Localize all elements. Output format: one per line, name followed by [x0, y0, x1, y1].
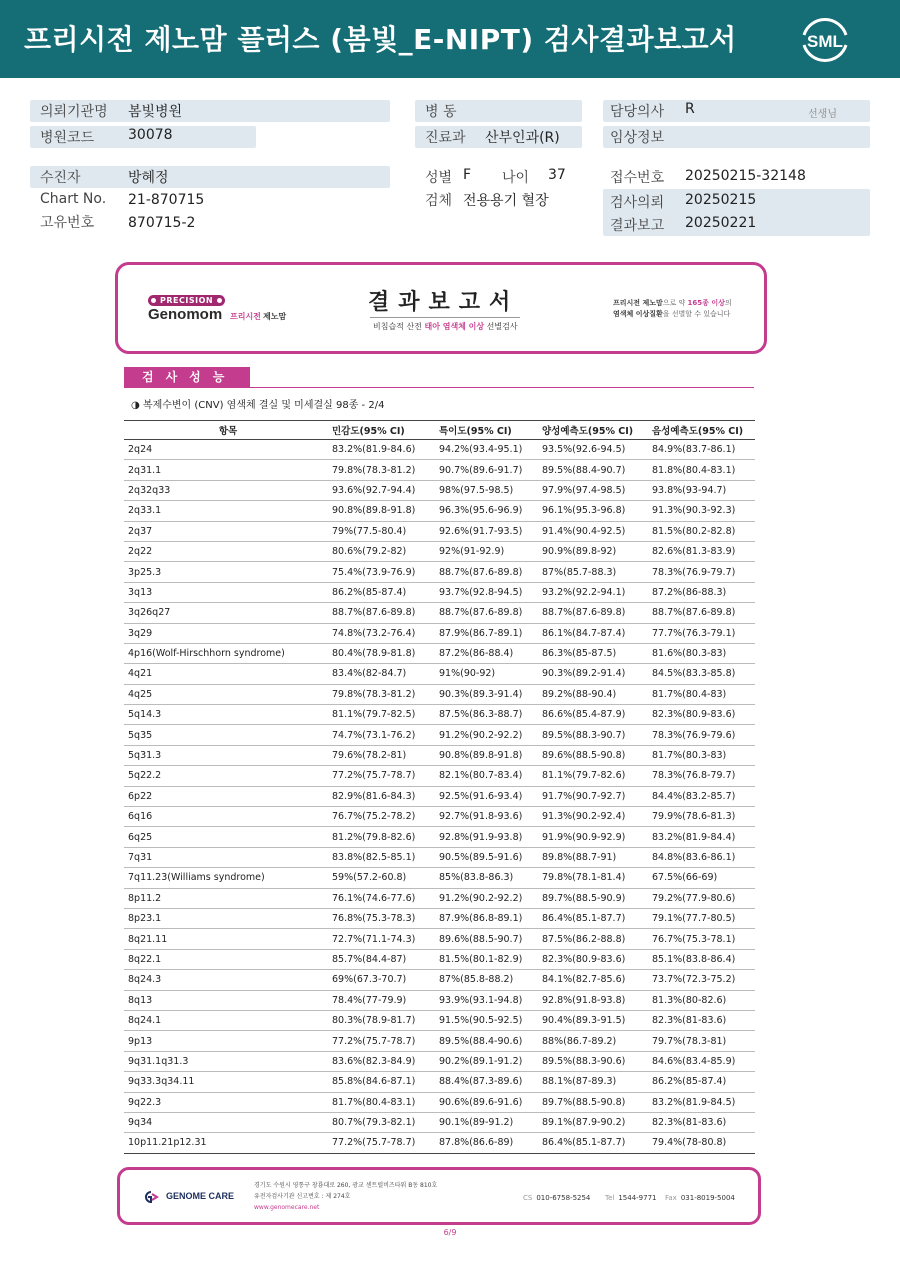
table-row — [124, 521, 755, 541]
cell-item: 8q21.11 — [124, 929, 328, 949]
cell-specificity: 88.7%(87.6-89.8) — [435, 562, 538, 582]
genomom-sub1: 프리시전 — [230, 312, 261, 321]
patient-value: 방혜정 — [128, 170, 169, 186]
unique-no-label: 고유번호 — [40, 215, 95, 231]
cell-specificity: 90.3%(89.3-91.4) — [435, 684, 538, 704]
cell-ppv: 87%(85.7-88.3) — [538, 562, 648, 582]
table-row — [124, 684, 755, 704]
cell-npv: 87.2%(86-88.3) — [648, 582, 755, 602]
cell-item: 3q13 — [124, 582, 328, 602]
genomom-sub2: 제노맘 — [263, 312, 287, 321]
cell-item: 6q16 — [124, 807, 328, 827]
cell-sensitivity: 83.2%(81.9-84.6) — [328, 440, 435, 460]
cell-item: 3p25.3 — [124, 562, 328, 582]
cell-npv: 84.4%(83.2-85.7) — [648, 786, 755, 806]
precision-badge: PRECISION — [148, 295, 225, 306]
section-divider — [124, 387, 754, 388]
footer-fax: Fax 031-8019-5004 — [665, 1194, 735, 1202]
patient-label: 수진자 — [40, 170, 81, 186]
banner-title: 결과보고서 — [368, 289, 520, 315]
table-row — [124, 1133, 755, 1153]
cell-ppv: 82.3%(80.9-83.6) — [538, 949, 648, 969]
cell-sensitivity: 81.7%(80.4-83.1) — [328, 1092, 435, 1112]
table-row — [124, 745, 755, 765]
cell-npv: 79.1%(77.7-80.5) — [648, 908, 755, 928]
cell-item: 5q22.2 — [124, 766, 328, 786]
cell-npv: 81.5%(80.2-82.8) — [648, 521, 755, 541]
cell-ppv: 89.8%(88.7-91) — [538, 847, 648, 867]
cell-ppv: 88.1%(87-89.3) — [538, 1072, 648, 1092]
cell-ppv: 90.9%(89.8-92) — [538, 541, 648, 561]
cell-sensitivity: 75.4%(73.9-76.9) — [328, 562, 435, 582]
cell-specificity: 87.8%(86.6-89) — [435, 1133, 538, 1153]
footer-box — [117, 1167, 761, 1225]
cell-item: 2q31.1 — [124, 460, 328, 480]
request-date-label: 검사의뢰 — [610, 195, 665, 211]
cell-ppv: 88.7%(87.6-89.8) — [538, 603, 648, 623]
cell-item: 8q24.1 — [124, 1010, 328, 1030]
table-row — [124, 541, 755, 561]
table-row — [124, 480, 755, 500]
cell-item: 2q24 — [124, 440, 328, 460]
genome-care-brand: GENOME CARE — [166, 1191, 235, 1201]
cell-specificity: 87.9%(86.7-89.1) — [435, 623, 538, 643]
department-value: 산부인과(R) — [485, 130, 560, 146]
cell-npv: 82.3%(80.9-83.6) — [648, 705, 755, 725]
banner-subtitle: 비침습적 산전 태아 염색체 이상 선별검사 — [373, 322, 518, 331]
cell-ppv: 90.3%(89.2-91.4) — [538, 664, 648, 684]
cell-sensitivity: 77.2%(75.7-78.7) — [328, 1133, 435, 1153]
cell-item: 9q33.3q34.11 — [124, 1072, 328, 1092]
cell-specificity: 82.1%(80.7-83.4) — [435, 766, 538, 786]
cell-ppv: 97.9%(97.4-98.5) — [538, 480, 648, 500]
table-row — [124, 1092, 755, 1112]
cell-sensitivity: 69%(67.3-70.7) — [328, 970, 435, 990]
cell-sensitivity: 79.8%(78.3-81.2) — [328, 684, 435, 704]
cell-sensitivity: 80.6%(79.2-82) — [328, 541, 435, 561]
cell-npv: 78.3%(76.8-79.7) — [648, 766, 755, 786]
cell-sensitivity: 76.7%(75.2-78.2) — [328, 807, 435, 827]
table-row — [124, 786, 755, 806]
cell-sensitivity: 77.2%(75.7-78.7) — [328, 766, 435, 786]
cell-sensitivity: 78.4%(77-79.9) — [328, 990, 435, 1010]
header-specificity: 특이도(95% CI) — [435, 421, 538, 440]
cell-npv: 81.6%(80.3-83) — [648, 643, 755, 663]
cell-ppv: 79.8%(78.1-81.4) — [538, 868, 648, 888]
cell-npv: 78.3%(76.9-79.7) — [648, 562, 755, 582]
cell-specificity: 91%(90-92) — [435, 664, 538, 684]
cell-npv: 81.7%(80.4-83) — [648, 684, 755, 704]
cell-ppv: 91.3%(90.2-92.4) — [538, 807, 648, 827]
cell-item: 9q31.1q31.3 — [124, 1051, 328, 1071]
section-tab-test-performance: 검사성능 — [124, 367, 250, 387]
cell-specificity: 85%(83.8-86.3) — [435, 868, 538, 888]
sml-logo-text: SML — [807, 32, 843, 51]
header-npv: 음성예측도(95% CI) — [648, 421, 755, 440]
cell-npv: 67.5%(66-69) — [648, 868, 755, 888]
receipt-no-value: 20250215-32148 — [685, 168, 806, 184]
table-row — [124, 1031, 755, 1051]
sml-logo-icon — [796, 13, 854, 65]
cell-ppv: 96.1%(95.3-96.8) — [538, 501, 648, 521]
table-row — [124, 1051, 755, 1071]
cell-ppv: 86.4%(85.1-87.7) — [538, 908, 648, 928]
cell-sensitivity: 76.1%(74.6-77.6) — [328, 888, 435, 908]
cell-sensitivity: 72.7%(71.1-74.3) — [328, 929, 435, 949]
table-row — [124, 603, 755, 623]
hospital-code-label: 병원코드 — [40, 130, 95, 146]
page-number: 6/9 — [443, 1228, 457, 1237]
cell-specificity: 90.1%(89-91.2) — [435, 1112, 538, 1132]
institution-label: 의뢰기관명 — [40, 104, 108, 120]
cell-ppv: 86.3%(85-87.5) — [538, 643, 648, 663]
table-row — [124, 643, 755, 663]
cell-specificity: 88.7%(87.6-89.8) — [435, 603, 538, 623]
cell-npv: 85.1%(83.8-86.4) — [648, 949, 755, 969]
table-row — [124, 582, 755, 602]
cell-item: 8q22.1 — [124, 949, 328, 969]
cell-specificity: 93.7%(92.8-94.5) — [435, 582, 538, 602]
cell-npv: 91.3%(90.3-92.3) — [648, 501, 755, 521]
doctor-value: R — [685, 101, 695, 117]
cell-npv: 88.7%(87.6-89.8) — [648, 603, 755, 623]
cell-item: 5q14.3 — [124, 705, 328, 725]
cell-sensitivity: 74.7%(73.1-76.2) — [328, 725, 435, 745]
chart-no-value: 21-870715 — [128, 192, 205, 208]
cell-ppv: 86.4%(85.1-87.7) — [538, 1133, 648, 1153]
patient-field — [30, 166, 390, 188]
report-date-value: 20250221 — [685, 215, 757, 231]
table-row — [124, 766, 755, 786]
cell-npv: 81.8%(80.4-83.1) — [648, 460, 755, 480]
cell-specificity: 92.5%(91.6-93.4) — [435, 786, 538, 806]
sex-label: 성별 — [425, 170, 453, 186]
table-row — [124, 1072, 755, 1092]
cell-sensitivity: 85.8%(84.6-87.1) — [328, 1072, 435, 1092]
cell-specificity: 90.2%(89.1-91.2) — [435, 1051, 538, 1071]
cell-npv: 81.3%(80-82.6) — [648, 990, 755, 1010]
cell-specificity: 92%(91-92.9) — [435, 541, 538, 561]
cell-sensitivity: 83.4%(82-84.7) — [328, 664, 435, 684]
cell-sensitivity: 79.6%(78.2-81) — [328, 745, 435, 765]
cell-sensitivity: 81.2%(79.8-82.6) — [328, 827, 435, 847]
ward-label: 병 동 — [425, 104, 457, 120]
header-item: 항목 — [124, 421, 328, 440]
cell-item: 5q31.3 — [124, 745, 328, 765]
cell-item: 8q13 — [124, 990, 328, 1010]
cell-npv: 79.9%(78.6-81.3) — [648, 807, 755, 827]
footer-address-block — [254, 1180, 437, 1213]
cell-item: 4q21 — [124, 664, 328, 684]
cell-ppv: 81.1%(79.7-82.6) — [538, 766, 648, 786]
doctor-suffix: 선생님 — [808, 109, 837, 120]
sex-value: F — [463, 167, 472, 183]
cell-item: 2q37 — [124, 521, 328, 541]
cell-ppv: 93.5%(92.6-94.5) — [538, 440, 648, 460]
cell-npv: 84.8%(83.6-86.1) — [648, 847, 755, 867]
cell-sensitivity: 90.8%(89.8-91.8) — [328, 501, 435, 521]
cell-specificity: 81.5%(80.1-82.9) — [435, 949, 538, 969]
table-row — [124, 440, 755, 460]
cell-item: 9q22.3 — [124, 1092, 328, 1112]
specimen-label: 검체 — [425, 193, 453, 209]
cell-item: 7q11.23(Williams syndrome) — [124, 868, 328, 888]
cell-specificity: 87%(85.8-88.2) — [435, 970, 538, 990]
cell-item: 3q26q27 — [124, 603, 328, 623]
cell-npv: 84.9%(83.7-86.1) — [648, 440, 755, 460]
cell-ppv: 89.7%(88.5-90.9) — [538, 888, 648, 908]
cell-npv: 83.2%(81.9-84.5) — [648, 1092, 755, 1112]
cell-item: 8p23.1 — [124, 908, 328, 928]
request-date-value: 20250215 — [685, 192, 757, 208]
cell-sensitivity: 80.7%(79.3-82.1) — [328, 1112, 435, 1132]
cell-sensitivity: 79%(77.5-80.4) — [328, 521, 435, 541]
cell-specificity: 87.2%(86-88.4) — [435, 643, 538, 663]
cell-specificity: 96.3%(95.6-96.9) — [435, 501, 538, 521]
cell-specificity: 91.5%(90.5-92.5) — [435, 1010, 538, 1030]
footer-license: 유전자검사기관 신고번호 : 제 274호 — [254, 1193, 351, 1200]
cell-item: 4p16(Wolf-Hirschhorn syndrome) — [124, 643, 328, 663]
report-title: 프리시전 제노맘 플러스 (봄빛_E-NIPT) 검사결과보고서 — [24, 23, 737, 56]
table-row — [124, 705, 755, 725]
cell-ppv: 91.4%(90.4-92.5) — [538, 521, 648, 541]
cell-sensitivity: 74.8%(73.2-76.4) — [328, 623, 435, 643]
cell-ppv: 89.5%(88.4-90.7) — [538, 460, 648, 480]
cell-specificity: 92.6%(91.7-93.5) — [435, 521, 538, 541]
table-row — [124, 725, 755, 745]
cell-sensitivity: 76.8%(75.3-78.3) — [328, 908, 435, 928]
banner-description: 프리시전 제노맘으로 약 165종 이상의 염색체 이상질환을 선별할 수 있습니다 — [613, 299, 732, 318]
cell-npv: 83.2%(81.9-84.4) — [648, 827, 755, 847]
specimen-value: 전용용기 혈장 — [463, 193, 549, 209]
cell-sensitivity: 59%(57.2-60.8) — [328, 868, 435, 888]
table-row — [124, 868, 755, 888]
cell-sensitivity: 79.8%(78.3-81.2) — [328, 460, 435, 480]
cell-ppv: 86.1%(84.7-87.4) — [538, 623, 648, 643]
cell-sensitivity: 77.2%(75.7-78.7) — [328, 1031, 435, 1051]
table-row — [124, 562, 755, 582]
table-row — [124, 1010, 755, 1030]
department-label: 진료과 — [425, 130, 466, 146]
cell-sensitivity: 80.3%(78.9-81.7) — [328, 1010, 435, 1030]
cell-sensitivity: 85.7%(84.4-87) — [328, 949, 435, 969]
cell-specificity: 87.5%(86.3-88.7) — [435, 705, 538, 725]
table-row — [124, 460, 755, 480]
footer-cs: CS 010-6758-5254 — [523, 1194, 591, 1202]
cell-item: 2q33.1 — [124, 501, 328, 521]
cell-ppv: 89.2%(88-90.4) — [538, 684, 648, 704]
cell-sensitivity: 83.8%(82.5-85.1) — [328, 847, 435, 867]
cell-ppv: 89.5%(88.3-90.7) — [538, 725, 648, 745]
table-row — [124, 949, 755, 969]
table-row — [124, 847, 755, 867]
age-label: 나이 — [502, 170, 530, 186]
cell-ppv: 93.2%(92.2-94.1) — [538, 582, 648, 602]
header-sensitivity: 민감도(95% CI) — [328, 421, 435, 440]
institution-value: 봄빛병원 — [128, 104, 183, 120]
cell-specificity: 94.2%(93.4-95.1) — [435, 440, 538, 460]
cell-specificity: 89.6%(88.5-90.7) — [435, 929, 538, 949]
cell-ppv: 90.4%(89.3-91.5) — [538, 1010, 648, 1030]
table-row — [124, 827, 755, 847]
cell-item: 8p11.2 — [124, 888, 328, 908]
cell-sensitivity: 86.2%(85-87.4) — [328, 582, 435, 602]
cell-sensitivity: 93.6%(92.7-94.4) — [328, 480, 435, 500]
cell-ppv: 86.6%(85.4-87.9) — [538, 705, 648, 725]
cell-specificity: 88.4%(87.3-89.6) — [435, 1072, 538, 1092]
cell-item: 6p22 — [124, 786, 328, 806]
cell-item: 3q29 — [124, 623, 328, 643]
cell-npv: 79.7%(78.3-81) — [648, 1031, 755, 1051]
cell-specificity: 90.8%(89.8-91.8) — [435, 745, 538, 765]
cell-npv: 84.5%(83.3-85.8) — [648, 664, 755, 684]
cell-sensitivity: 80.4%(78.9-81.8) — [328, 643, 435, 663]
report-date-label: 결과보고 — [610, 218, 665, 234]
chart-no-label: Chart No. — [40, 191, 107, 207]
table-row — [124, 908, 755, 928]
cell-specificity: 92.8%(91.9-93.8) — [435, 827, 538, 847]
cell-npv: 78.3%(76.9-79.6) — [648, 725, 755, 745]
clinical-info-label: 임상정보 — [610, 130, 665, 146]
cell-specificity: 90.5%(89.5-91.6) — [435, 847, 538, 867]
cell-item: 4q25 — [124, 684, 328, 704]
hospital-code-value: 30078 — [128, 127, 173, 143]
genome-care-logo-icon — [142, 1190, 162, 1204]
cell-specificity: 89.5%(88.4-90.6) — [435, 1031, 538, 1051]
cell-ppv: 91.7%(90.7-92.7) — [538, 786, 648, 806]
cell-ppv: 87.5%(86.2-88.8) — [538, 929, 648, 949]
cell-sensitivity: 88.7%(87.6-89.8) — [328, 603, 435, 623]
table-row — [124, 623, 755, 643]
cell-item: 10p11.21p12.31 — [124, 1133, 328, 1153]
genomom-logo: Genomom — [148, 306, 223, 323]
table-row — [124, 807, 755, 827]
footer-tel: Tel 1544-9771 — [605, 1194, 657, 1202]
cell-ppv: 92.8%(91.8-93.8) — [538, 990, 648, 1010]
cell-specificity: 90.7%(89.6-91.7) — [435, 460, 538, 480]
cell-sensitivity: 82.9%(81.6-84.3) — [328, 786, 435, 806]
receipt-no-label: 접수번호 — [610, 170, 665, 186]
cell-ppv: 89.5%(88.3-90.6) — [538, 1051, 648, 1071]
cell-sensitivity: 81.1%(79.7-82.5) — [328, 705, 435, 725]
cell-npv: 77.7%(76.3-79.1) — [648, 623, 755, 643]
section-subheading: ◑ 복제수변이 (CNV) 염색체 결실 및 미세결실 98종 - 2/4 — [131, 400, 385, 411]
cell-specificity: 93.9%(93.1-94.8) — [435, 990, 538, 1010]
cell-npv: 84.6%(83.4-85.9) — [648, 1051, 755, 1071]
cell-npv: 76.7%(75.3-78.1) — [648, 929, 755, 949]
cell-item: 2q32q33 — [124, 480, 328, 500]
banner-title-underline — [370, 317, 520, 318]
cell-sensitivity: 83.6%(82.3-84.9) — [328, 1051, 435, 1071]
cell-item: 6q25 — [124, 827, 328, 847]
cell-npv: 79.4%(78-80.8) — [648, 1133, 755, 1153]
cell-specificity: 91.2%(90.2-92.2) — [435, 888, 538, 908]
table-row — [124, 664, 755, 684]
cell-npv: 73.7%(72.3-75.2) — [648, 970, 755, 990]
cell-ppv: 91.9%(90.9-92.9) — [538, 827, 648, 847]
cell-npv: 86.2%(85-87.4) — [648, 1072, 755, 1092]
cell-specificity: 92.7%(91.8-93.6) — [435, 807, 538, 827]
table-header-row — [124, 421, 755, 440]
doctor-label: 담당의사 — [610, 104, 665, 120]
cell-npv: 93.8%(93-94.7) — [648, 480, 755, 500]
header-ppv: 양성예측도(95% CI) — [538, 421, 648, 440]
cell-item: 9p13 — [124, 1031, 328, 1051]
cell-ppv: 89.6%(88.5-90.8) — [538, 745, 648, 765]
cell-npv: 81.7%(80.3-83) — [648, 745, 755, 765]
table-row — [124, 970, 755, 990]
cell-npv: 82.6%(81.3-83.9) — [648, 541, 755, 561]
result-report-banner — [115, 262, 767, 354]
footer-address: 경기도 수원시 영통구 창룡대로 260, 광교 센트럴비즈타워 B동 810호 — [254, 1182, 438, 1189]
table-row — [124, 990, 755, 1010]
cell-item: 7q31 — [124, 847, 328, 867]
cell-item: 5q35 — [124, 725, 328, 745]
cell-npv: 82.3%(81-83.6) — [648, 1112, 755, 1132]
cell-ppv: 89.7%(88.5-90.8) — [538, 1092, 648, 1112]
table-row — [124, 1112, 755, 1132]
footer-url-link[interactable]: www.genomecare.net — [254, 1204, 320, 1211]
age-value: 37 — [548, 167, 566, 183]
cell-specificity: 91.2%(90.2-92.2) — [435, 725, 538, 745]
report-header — [0, 0, 900, 78]
table-row — [124, 501, 755, 521]
table-body — [124, 440, 755, 1154]
table-row — [124, 888, 755, 908]
cell-specificity: 87.9%(86.8-89.1) — [435, 908, 538, 928]
performance-table — [124, 420, 755, 1154]
cell-ppv: 88%(86.7-89.2) — [538, 1031, 648, 1051]
cell-npv: 82.3%(81-83.6) — [648, 1010, 755, 1030]
unique-no-value: 870715-2 — [128, 215, 196, 231]
cell-specificity: 98%(97.5-98.5) — [435, 480, 538, 500]
cell-item: 2q22 — [124, 541, 328, 561]
cell-ppv: 89.1%(87.9-90.2) — [538, 1112, 648, 1132]
cell-item: 8q24.3 — [124, 970, 328, 990]
cell-ppv: 84.1%(82.7-85.6) — [538, 970, 648, 990]
cell-item: 9q34 — [124, 1112, 328, 1132]
cell-specificity: 90.6%(89.6-91.6) — [435, 1092, 538, 1112]
cell-npv: 79.2%(77.9-80.6) — [648, 888, 755, 908]
table-row — [124, 929, 755, 949]
